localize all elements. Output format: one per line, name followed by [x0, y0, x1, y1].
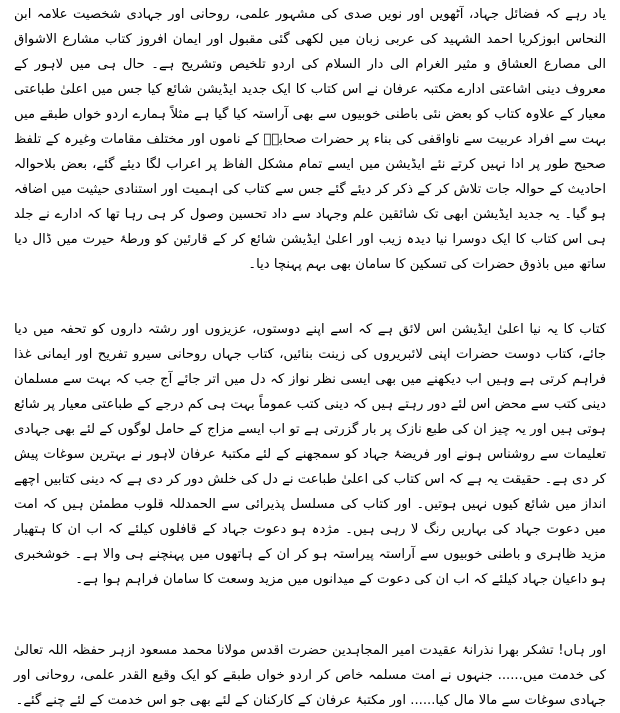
paragraph-gratitude: اور ہاں! تشکر بھرا نذرانۂ عقیدت امیر المجاہدین حضرت اقدس مولانا محمد مسعود ازہر حفظہ اللہ تعالیٰ کی خدمت میں...... جنہوں نے امت مسلمہ خاص کر اردو خواں طبقے کو ایک وقیع القدر علمی، روحانی اور جہادی سوغات سے مالا مال کیا...... اور مکتبۂ عرفان کے کارکنان کے لئے بھی جو اس خدمت کے لئے چنے گئے۔: [14, 643, 606, 708]
document-page: [14, 0, 606, 708]
paragraph-book-introduction: یاد رہے کہ فضائل جہاد، آٹھویں اور نویں صدی کی مشہور علمی، روحانی اور جہادی شخصیت علامہ ابن النحاس ابوزکریا احمد الشہید کی عربی زبان میں لکھی گئی مقبول اور ایمان افروز کتاب مشارع الاشواق الی مصارع العشاق و مثیر الغرام الی دار السلام کی اردو تلخیص وتشریح ہے۔ حال ہی میں لاہور کے معروف دینی اشاعتی ادارے مکتبہ عرفان نے اس کتاب کا ایک جدید ایڈیشن شائع کیا جس میں اعلیٰ طباعتی معیار کے علاوہ کتاب کو بعض نئی باطنی خوبیوں سے بھی آراستہ کیا گیا ہے مثلاً ہمارے اردو خواں طبقے میں بہت سے افراد عربیت سے ناواقفی کی بناء پر حضرات صحابہؓ کے ناموں اور مختلف مقامات وغیرہ کے تلفظ صحیح طور پر ادا نہیں کرتے نئے ایڈیشن میں ایسے تمام مشکل الفاظ پر اعراب لگا دیئے گئے، بعض بلاحوالہ احادیث کے حوالہ جات تلاش کر کے ذکر کر دیئے گئے جس سے کتاب کی اہمیت اور استنادی حیثیت میں اضافہ ہو گیا۔ یہ جدید ایڈیشن ابھی تک شائقین علم وجہاد سے داد تحسین وصول کر ہی رہا تھا کہ ادارے نے جلد ہی اس کتاب کا ایک دوسرا نیا دیدہ زیب اور اعلیٰ ایڈیشن شائع کر کے قارئین کو ورطۂ حیرت میں ڈال دیا ساتھ میں باذوق حضرات کی تسکین کا سامان بھی بہم پہنچا دیا۔: [14, 7, 606, 272]
paragraph-new-edition-praise: کتاب کا یہ نیا اعلیٰ ایڈیشن اس لائق ہے کہ اسے اپنے دوستوں، عزیزوں اور رشتہ داروں کو تحفہ میں دیا جائے، کتاب دوست حضرات اپنی لائبریروں کی زینت بنائیں، کتاب جہاں روحانی سیرو تفریح اور ایمانی غذا فراہم کرتی ہے وہیں اب دیکھنے میں بھی ایسی نظر نواز کہ دل میں اتر جائے آج جب کہ بہت سے مسلمان دینی کتب سے محض اس لئے دور رہتے ہیں کہ دینی کتب عموماً بہت ہی کم درجے کے طباعتی معیار پر شائع ہوتی ہیں اور یہ چیز ان کی طبع نازک پر بار گزرتی ہے تو اب ایسے مزاج کے حامل لوگوں کے لئے بھی جہادی تعلیمات سے روشناس ہونے اور فریضۂ جہاد کو سمجھنے کے لئے مکتبۂ عرفان لاہور نے بہترین سوغات پیش کر دی ہے۔ حقیقت یہ ہے کہ اس کتاب کی اعلیٰ طباعت نے دل کی خلش دور کر دی ہے کہ دینی کتابیں اچھے انداز میں شائع کیوں نہیں ہوتیں۔ اور کتاب کی مسلسل پذیرائی سے الحمدللہ قلوب مطمئن ہیں کہ امت میں دعوت جہاد کی بہاریں رنگ لا رہی ہیں۔ مژدہ ہو دعوت جہاد کے قافلوں کیلئے کہ اب ان کا ہتھیار مزید ظاہری و باطنی خوبیوں سے آراستہ پیراستہ ہو کر ان کے ہاتھوں میں پہنچنے ہی والا ہے۔ خوشخبری ہو داعیان جہاد کیلئے کہ اب ان کی دعوت کے میدانوں میں مزید وسعت کا سامان فراہم ہوا ہے۔: [14, 322, 606, 587]
